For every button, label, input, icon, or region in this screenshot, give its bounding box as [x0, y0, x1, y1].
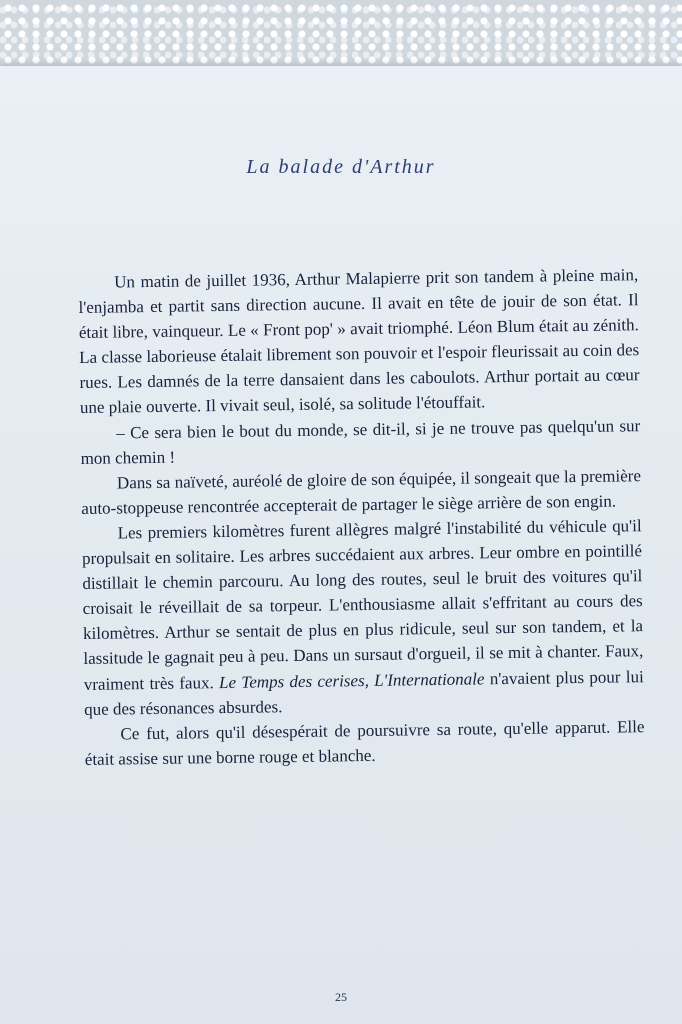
italic-title-run: Le Temps des cerises, L'Internationale: [218, 668, 485, 692]
paragraph: [81, 463, 642, 521]
body-text: [78, 262, 645, 772]
table-surface: [0, 0, 682, 75]
text-run: n'avaient plus pour lui que des résonances absurdes.: [83, 666, 644, 719]
page-number: 25: [335, 990, 347, 1004]
text-run: Un matin de juillet 1936, Arthur Malapierre prit son tandem à pleine main, l'enjamba et partit sans direction aucune. Il avait en tête de jouir de son état. Il était libre, vainqueur. Le « Front pop' » avait triomphé. Léon Blum était au zénith. La classe laborieuse étalait librement son pouvoir et l'espoir fleurissait au coin des rues. Les damnés de la terre dansaient dans les caboulots. Arthur portait au cœur une plaie ouverte. Il vivait seul, isolé, sa solitude l'étouffait.: [78, 265, 640, 418]
text-run: Dans sa naïveté, auréolé de gloire de son équipée, il songeait que la première auto-stoppeuse rencontrée accepterait de partager le siège arrière de son engin.: [81, 465, 642, 518]
text-run: Les premiers kilomètres furent allègres malgré l'instabilité du véhicule qu'il propulsait en solitaire. Les arbres succédaient aux arbres. Leur ombre en pointillé distillait le chemin parcouru. Au long des routes, seul le bruit des voitures qu'il croisait le réveillait de sa torpeur. L'enthousiasme allait s'effritant au cours des kilomètres. Arthur se sentait de plus en plus ridicule, seul sur son tandem, et la lassitude le gagnait peu à peu. Dans un sursaut d'orgueil, il se mit à chanter. Faux, vraiment très faux.: [81, 516, 644, 694]
paragraph: [82, 513, 645, 722]
text-run: Ce fut, alors qu'il désespérait de poursuivre sa route, qu'elle apparut. Elle était assise sur une borne rouge et blanche.: [84, 716, 645, 769]
text-run: – Ce sera bien le bout du monde, se dit-il, si je ne trouve pas quelqu'un sur mon chemin !: [80, 415, 641, 468]
chapter-title: La balade d'Arthur: [246, 156, 436, 178]
paragraph: [78, 262, 640, 420]
paragraph: [84, 714, 645, 772]
paragraph: [80, 413, 641, 471]
